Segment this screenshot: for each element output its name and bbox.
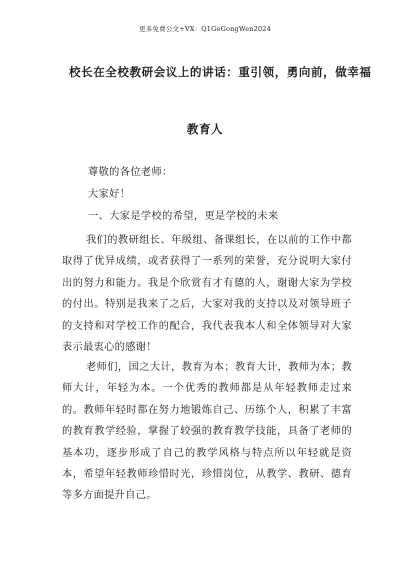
header-note: 更多免费公文+VX：Q1GeGongWen2024 bbox=[139, 25, 271, 33]
salutation: 尊敬的各位老师： bbox=[88, 167, 173, 178]
document-title-line-2: 教育人 bbox=[186, 122, 224, 136]
greeting: 大家好！ bbox=[88, 189, 131, 200]
document-title-line-1: 校长在全校教研会议上的讲话：重引领，勇向前，做幸福 bbox=[69, 65, 372, 79]
paragraph: 老师们，国之大计，教育为本；教育大计，教师为本；教师大计，年轻为本。一个优秀的教师都是从年轻教师走过来的。教师年轻时都在努力地锻炼自己、历练个人，积累了丰富的教育教学经验，掌握了较强的教育教学技能，具备了老师的基本功，逐步形成了自己的教学风格与特点所以年轻就是资本，希望年轻教师珍惜时光，珍惜岗位，从教学、教研、德育等多方面提升自己。 bbox=[62, 362, 352, 502]
paragraph: 我们的教研组长、年级组、备课组长，在以前的工作中都取得了优异成绩，或者获得了一系列的荣誉，充分说明大家付出的努力和能力。我是个欣赏有才有德的人，谢谢大家为学校的付出。特别是我来了之后，大家对我的支持以及对领导班子的支持和对学校工作的配合，我代表我本人和全体领导对大家表示最衷心的感谢！ bbox=[62, 235, 352, 354]
section-heading: 一、大家是学校的希望，更是学校的未来 bbox=[88, 211, 279, 222]
